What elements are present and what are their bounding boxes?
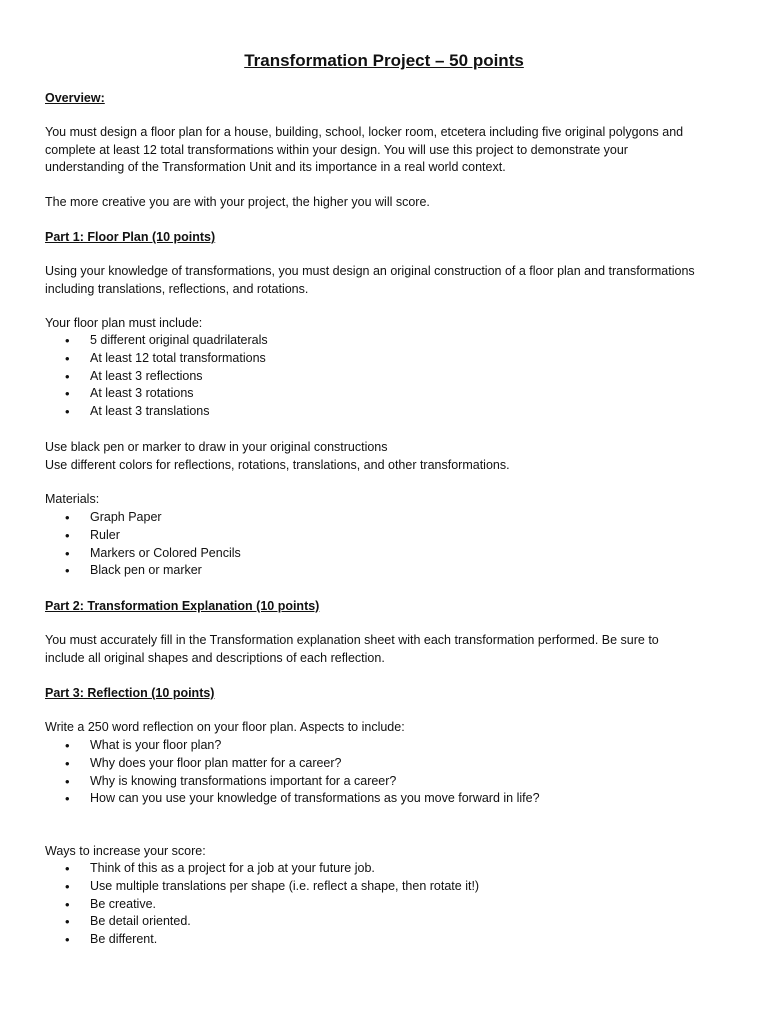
overview-line: understanding of the Transformation Unit and its importance in a real world context. [45,160,506,175]
overview-heading: Overview: [45,91,105,105]
list-item: • Why is knowing transformations important for a career? [45,773,540,791]
part1-line: Using your knowledge of transformations, you must design an original construction of a floor plan and transformations [45,264,695,278]
part2-paragraph [45,632,725,667]
include-label: Your floor plan must include: [45,316,203,330]
list-item: • At least 3 translations [45,403,268,421]
list-item: • Markers or Colored Pencils [45,545,241,563]
part1-paragraph [45,263,725,298]
overview-line: You must design a floor plan for a house, building, school, locker room, etcetera including five original polygons and [45,125,684,139]
part3-heading: Part 3: Reflection (10 points) [45,686,215,700]
part1-heading: Part 1: Floor Plan (10 points) [45,230,216,244]
list-item: • At least 3 rotations [45,385,268,403]
creative-note: The more creative you are with your project, the higher you will score. [45,195,430,209]
part2-heading: Part 2: Transformation Explanation (10 points) [45,599,320,613]
part1-line: including translations, reflections, and rotations. [45,281,309,296]
list-item: • Use multiple translations per shape (i.e. reflect a shape, then rotate it!) [45,878,479,896]
list-item: • 5 different original quadrilaterals [45,332,268,350]
part2-line: include all original shapes and descriptions of each reflection. [45,650,385,665]
materials-list [45,509,241,580]
instruction-line: Use black pen or marker to draw in your original constructions [45,440,388,454]
list-item: • What is your floor plan? [45,737,540,755]
part2-line: You must accurately fill in the Transformation explanation sheet with each transformation performed. Be sure to [45,633,659,647]
overview-paragraph [45,124,725,177]
list-item: • Be detail oriented. [45,913,479,931]
list-item: • Ruler [45,527,241,545]
document-title: Transformation Project – 50 points [244,51,524,70]
list-item: • Be different. [45,931,479,949]
list-item: • Why does your floor plan matter for a career? [45,755,540,773]
list-item: • Black pen or marker [45,562,241,580]
reflection-list [45,737,540,808]
instruction-lines [45,439,725,474]
list-item: • At least 12 total transformations [45,350,268,368]
part3-intro: Write a 250 word reflection on your floor plan. Aspects to include: [45,720,405,734]
list-item: • Graph Paper [45,509,241,527]
score-label: Ways to increase your score: [45,844,206,858]
materials-label: Materials: [45,492,100,506]
list-item: • Be creative. [45,896,479,914]
list-item: • How can you use your knowledge of transformations as you move forward in life? [45,790,540,808]
list-item: • Think of this as a project for a job at your future job. [45,860,479,878]
include-list [45,332,268,421]
score-list [45,860,479,949]
list-item: • At least 3 reflections [45,368,268,386]
overview-line: complete at least 12 total transformations within your design. You will use this project to demonstrate your [45,142,628,157]
instruction-line: Use different colors for reflections, rotations, translations, and other transformations. [45,457,510,472]
